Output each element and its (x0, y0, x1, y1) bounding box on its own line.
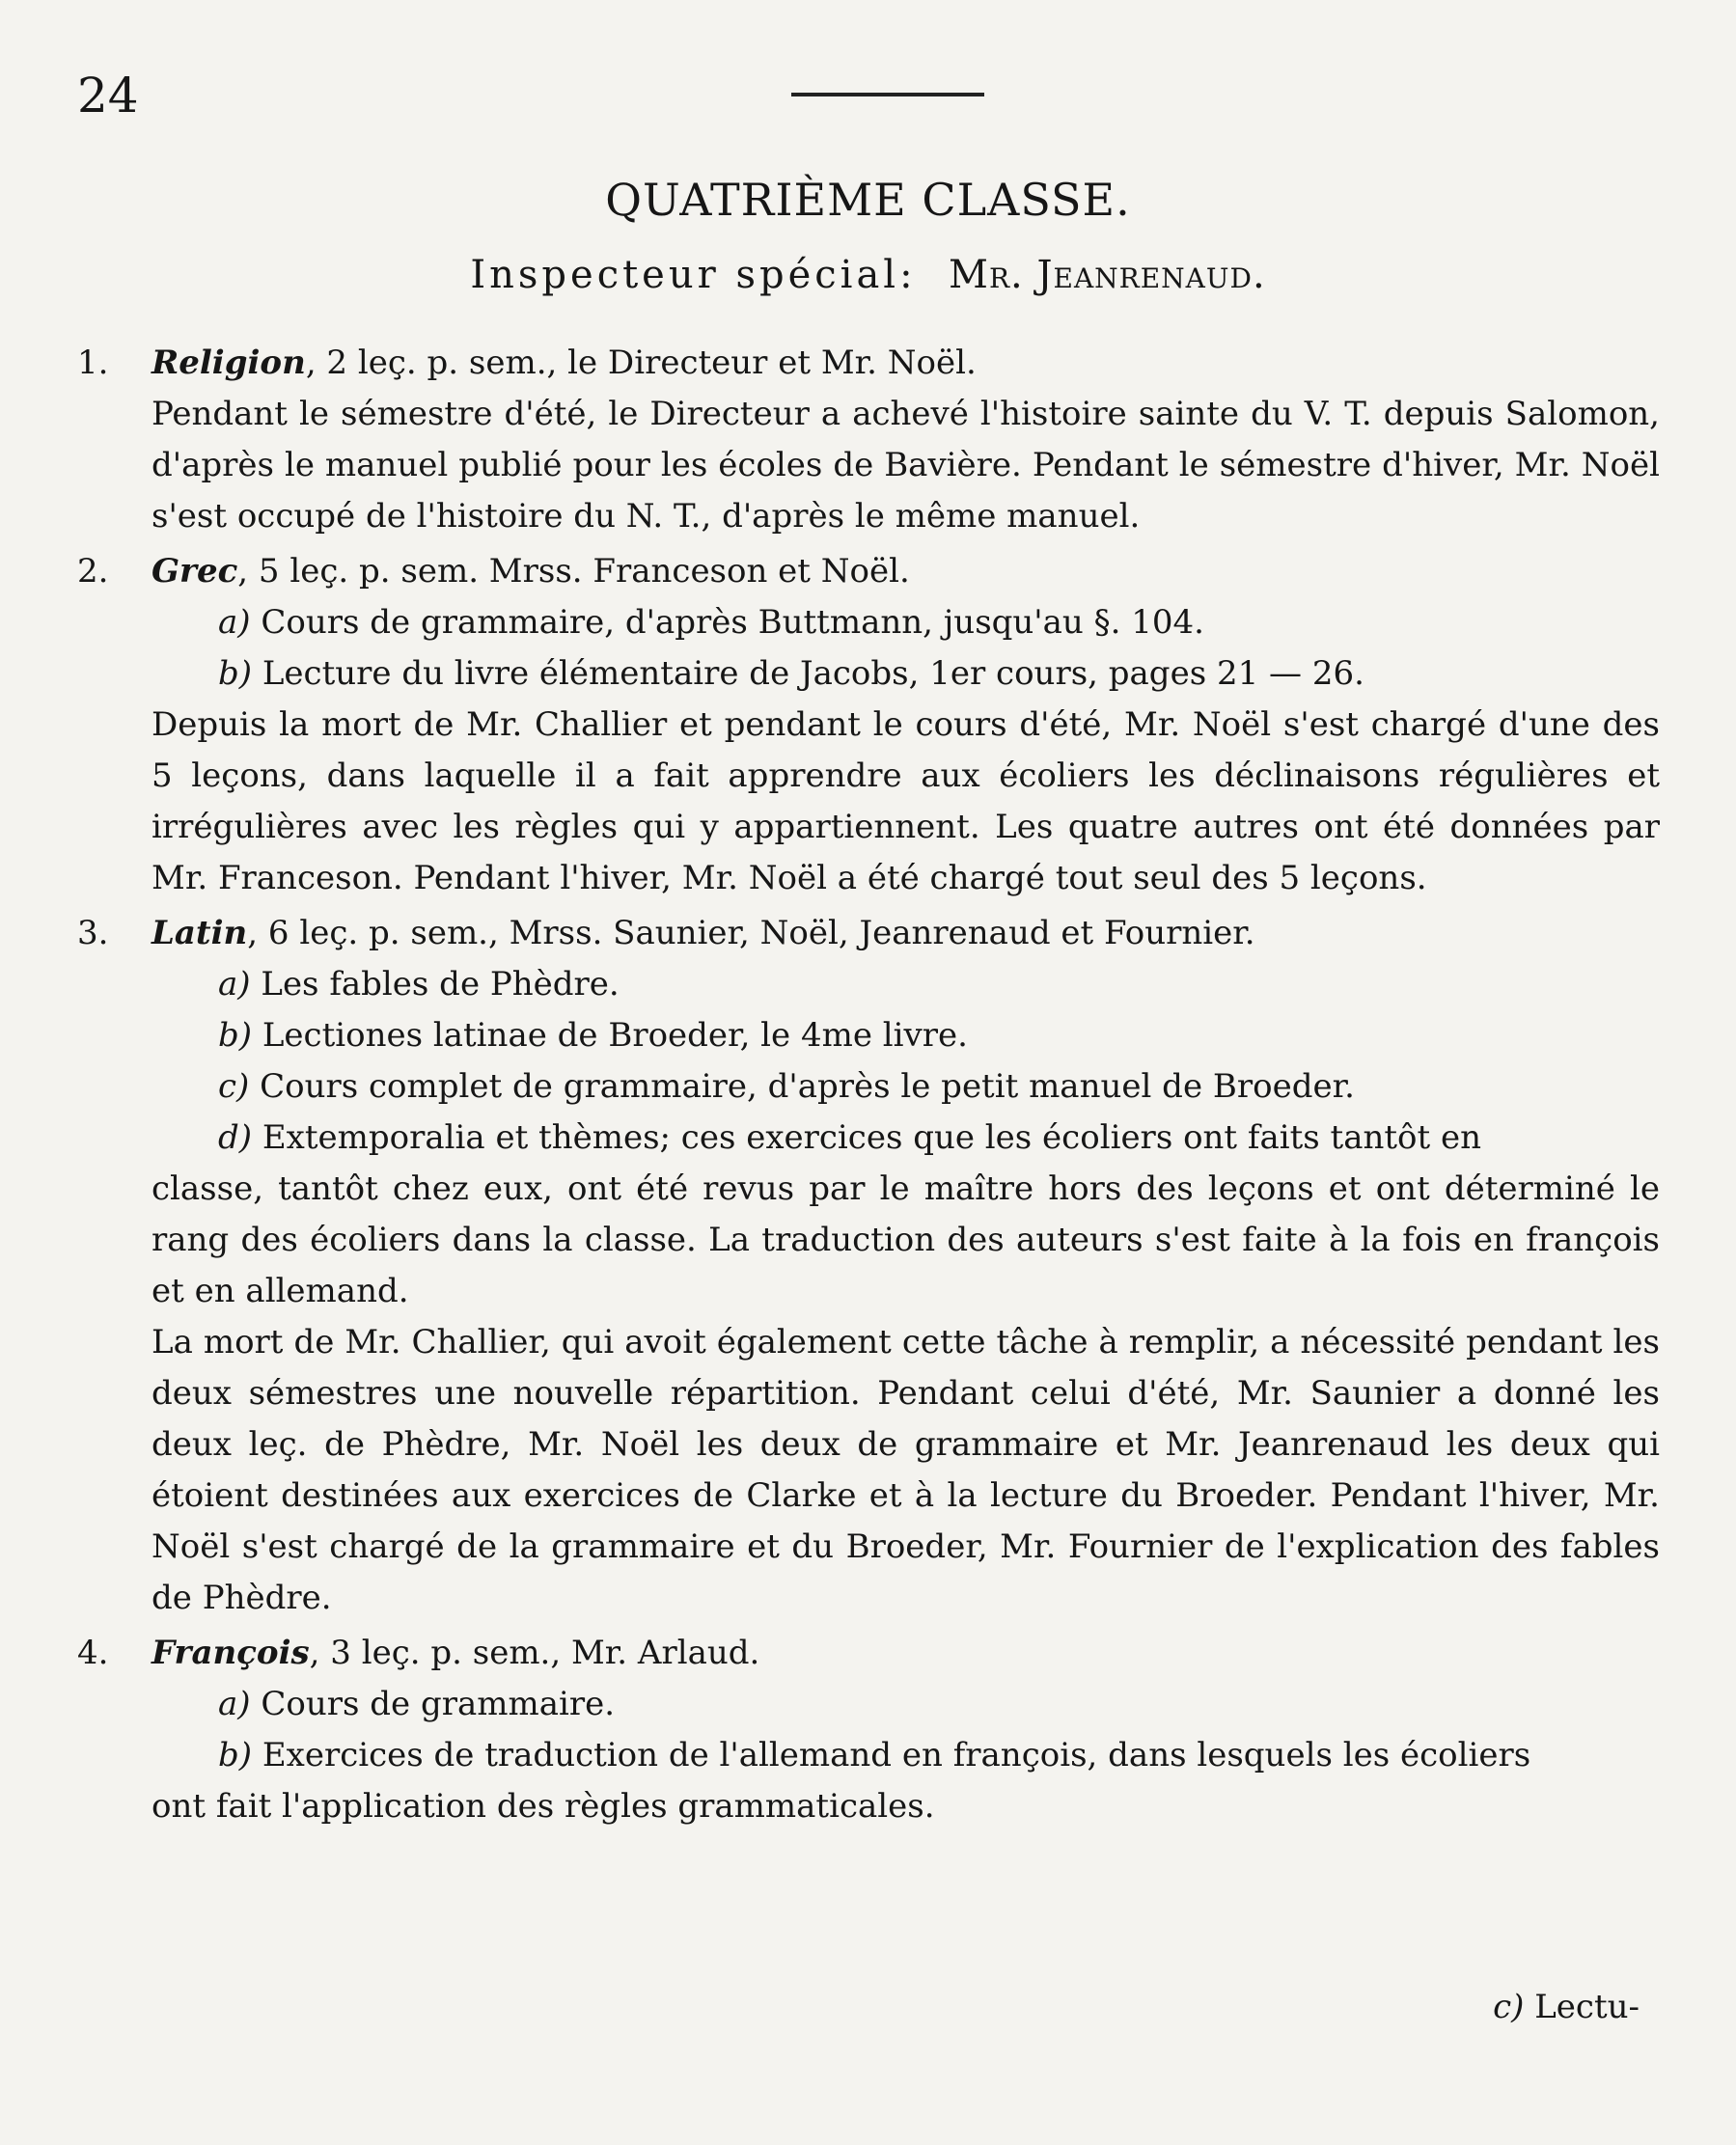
section-subject: François (152, 1634, 310, 1672)
header-rule (791, 93, 984, 96)
section-info: , 2 leç. p. sem., le Directeur et Mr. Noël. (305, 344, 977, 382)
list-item (218, 959, 1660, 1010)
inspector-label: Inspecteur spécial: (470, 253, 917, 297)
inspector-line (0, 253, 1736, 297)
section-subject: Religion (152, 344, 306, 382)
item-label: a) (218, 965, 251, 1004)
item-text: Lectiones latinae de Broeder, le 4me livre. (262, 1016, 968, 1055)
list-item (218, 1730, 1660, 1781)
list-item (218, 1010, 1660, 1061)
body-text (77, 338, 1660, 1836)
list-item (218, 1679, 1660, 1730)
inspector-name: Mr. Jeanrenaud. (949, 253, 1266, 297)
section-latin (77, 908, 1660, 1624)
catchword (1493, 1988, 1640, 2026)
item-continuation: classe, tantôt chez eux, ont été revus par le maître hors des leçons et ont déterminé le rang des écoliers dans la classe. La traduction des auteurs s'est faite à la fois en françois et en allemand. (152, 1169, 1660, 1310)
section-heading (77, 1628, 1660, 1679)
item-continuation: ont fait l'application des règles grammaticales. (152, 1787, 935, 1826)
page-number: 24 (77, 68, 139, 124)
section-grec (77, 546, 1660, 904)
section-paragraph: Pendant le sémestre d'été, le Directeur a achevé l'histoire sainte du V. T. depuis Salomon, d'après le manuel publié pour les écoles de Bavière. Pendant le sémestre d'hiver, Mr. Noël s'est occupé de l'histoire du N. T., d'après le même manuel. (152, 395, 1660, 536)
section-heading (77, 338, 1660, 389)
item-label: b) (218, 1016, 253, 1055)
item-text: Lecture du livre élémentaire de Jacobs, 1er cours, pages 21 — 26. (262, 654, 1364, 693)
section-paragraph: La mort de Mr. Challier, qui avoit également cette tâche à remplir, a nécessité pendant les deux sémestres une nouvelle répartition. Pendant celui d'été, Mr. Saunier a donné les deux leç. de Phèdre, Mr. Noël les deux de grammaire et Mr. Jeanrenaud les deux qui étoient destinées aux exercices de Clarke et à la lecture du Broeder. Pendant l'hiver, Mr. Noël s'est chargé de la grammaire et du Broeder, Mr. Fournier de l'explication des fables de Phèdre. (152, 1323, 1660, 1617)
catchword-label: c) (1493, 1988, 1525, 2026)
section-subject: Grec (152, 552, 238, 591)
section-religion (77, 338, 1660, 542)
section-info: , 3 leç. p. sem., Mr. Arlaud. (309, 1634, 760, 1672)
section-number: 3. (77, 914, 109, 952)
item-text: Exercices de traduction de l'allemand en françois, dans lesquels les écoliers (262, 1736, 1531, 1774)
list-item (218, 648, 1660, 700)
item-label: b) (218, 654, 253, 693)
section-paragraph: Depuis la mort de Mr. Challier et pendant le cours d'été, Mr. Noël s'est chargé d'une des 5 leçons, dans laquelle il a fait apprendre aux écoliers les déclinaisons régulières et irrégulières avec les règles qui y appartiennent. Les quatre autres ont été données par Mr. Franceson. Pendant l'hiver, Mr. Noël a été chargé tout seul des 5 leçons. (152, 705, 1660, 897)
section-number: 2. (77, 552, 109, 591)
section-heading (77, 546, 1660, 597)
page-title: QUATRIÈME CLASSE. (605, 174, 1131, 226)
item-text: Les fables de Phèdre. (261, 965, 620, 1004)
catchword-text: Lectu- (1534, 1988, 1640, 2026)
section-info: , 6 leç. p. sem., Mrss. Saunier, Noël, Jeanrenaud et Fournier. (247, 914, 1255, 952)
item-text: Cours complet de grammaire, d'après le petit manuel de Broeder. (260, 1067, 1355, 1106)
item-text: Extemporalia et thèmes; ces exercices que les écoliers ont faits tantôt en (262, 1118, 1482, 1157)
item-label: c) (218, 1067, 250, 1106)
section-subject: Latin (152, 914, 248, 952)
item-label: a) (218, 1685, 251, 1723)
item-label: a) (218, 603, 251, 642)
section-number: 1. (77, 344, 109, 382)
section-info: , 5 leç. p. sem. Mrss. Franceson et Noël. (237, 552, 910, 591)
item-label: d) (218, 1118, 253, 1157)
list-item (218, 1113, 1660, 1164)
item-label: b) (218, 1736, 253, 1774)
section-heading (77, 908, 1660, 959)
item-text: Cours de grammaire, d'après Buttmann, jusqu'au §. 104. (261, 603, 1204, 642)
list-item (218, 597, 1660, 648)
list-item (218, 1061, 1660, 1113)
section-francois (77, 1628, 1660, 1832)
section-number: 4. (77, 1634, 109, 1672)
item-text: Cours de grammaire. (261, 1685, 616, 1723)
